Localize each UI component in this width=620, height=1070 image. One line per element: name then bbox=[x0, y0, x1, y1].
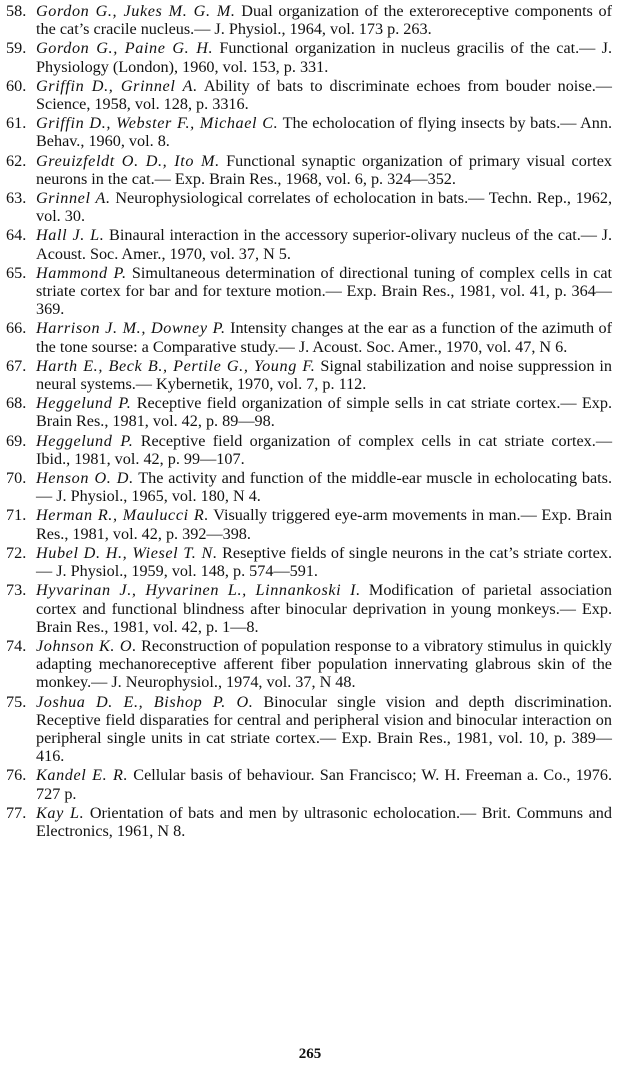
reference-authors: Greuizfeldt O. D., Ito M. bbox=[36, 151, 220, 170]
reference-body bbox=[36, 469, 612, 505]
reference-item bbox=[6, 637, 612, 692]
reference-text: Ability of bats to discriminate echoes from bouder noise.— Science, 1958, vol. 128, p. 3316. bbox=[36, 76, 612, 114]
reference-item bbox=[6, 432, 612, 468]
reference-text: Modification of parietal association cortex and functional blindness after binocular deprivation in young monkeys.— Exp. Brain Res., 1981, vol. 42, p. 1—8. bbox=[36, 581, 612, 636]
reference-item bbox=[6, 189, 612, 225]
reference-authors: Grinnel A. bbox=[36, 189, 111, 208]
reference-authors: Joshua D. E., Bishop P. O. bbox=[36, 692, 254, 711]
reference-number: 60. bbox=[6, 76, 27, 95]
reference-authors: Hammond P. bbox=[36, 263, 127, 282]
reference-item bbox=[6, 39, 612, 75]
reference-item bbox=[6, 226, 612, 262]
reference-authors: Hyvarinan J., Hyvarinen L., Linnankoski I. bbox=[36, 581, 361, 600]
reference-body bbox=[36, 432, 612, 468]
reference-item bbox=[6, 394, 612, 430]
reference-body bbox=[36, 264, 612, 319]
reference-item bbox=[6, 357, 612, 393]
reference-number: 61. bbox=[6, 114, 27, 133]
reference-number: 77. bbox=[6, 803, 27, 822]
reference-number: 63. bbox=[6, 189, 27, 208]
reference-authors: Heggelund P. bbox=[36, 431, 134, 450]
reference-authors: Hubel D. H., Wiesel T. N. bbox=[36, 543, 218, 562]
reference-item bbox=[6, 693, 612, 766]
reference-number: 69. bbox=[6, 431, 27, 450]
reference-body bbox=[36, 319, 612, 355]
reference-authors: Gordon G., Paine G. H. bbox=[36, 39, 214, 58]
reference-text: Dual organization of the exteroreceptive components of the cat’s cracile nucleus.— J. Physiol., 1964, vol. 173 p. 263. bbox=[36, 2, 613, 39]
reference-item bbox=[6, 114, 612, 150]
page-number: 265 bbox=[298, 1046, 322, 1062]
reference-number: 65. bbox=[6, 263, 27, 282]
reference-body bbox=[36, 39, 612, 75]
reference-body bbox=[36, 506, 612, 542]
reference-text: The echolocation of flying insects by bats.— Ann. Behav., 1960, vol. 8. bbox=[36, 114, 613, 151]
reference-number: 62. bbox=[6, 151, 27, 170]
reference-item bbox=[6, 152, 612, 188]
reference-number: 76. bbox=[6, 766, 27, 785]
reference-body bbox=[36, 2, 612, 38]
reference-item bbox=[6, 319, 612, 355]
reference-item bbox=[6, 2, 612, 38]
reference-text: Binaural interaction in the accessory superior-olivary nucleus of the cat.— J. Acoust. Soc. Amer., 1970, vol. 37, N 5. bbox=[36, 226, 613, 263]
reference-number: 67. bbox=[6, 356, 27, 375]
reference-authors: Griffin D., Webster F., Michael C. bbox=[36, 114, 279, 133]
reference-number: 70. bbox=[6, 469, 27, 488]
reference-text: Orientation of bats and men by ultrasonic echolocation.— Brit. Communs and Electronics, 1961, N 8. bbox=[36, 803, 612, 840]
reference-authors: Herman R., Maulucci R. bbox=[36, 506, 209, 525]
reference-text: Signal stabilization and noise suppression in neural systems.— Kybernetik, 1970, vol. 7, p. 112. bbox=[36, 356, 612, 394]
reference-authors: Kay L. bbox=[36, 803, 85, 822]
reference-number: 73. bbox=[6, 581, 27, 600]
reference-number: 74. bbox=[6, 636, 27, 655]
reference-item bbox=[6, 506, 612, 542]
reference-number: 58. bbox=[6, 2, 27, 20]
reference-text: Binocular single vision and depth discrimination. Receptive field disparaties for central and peripheral vision and binocular interaction on peripheral single units in cat striate cortex.— Exp. Brain Res., 1981, vol. 10, p. 389—416. bbox=[36, 692, 612, 766]
reference-text: Reseptive fields of single neurons in the cat’s striate cortex.— J. Physiol., 1959, vol. 148, p. 574—591. bbox=[36, 543, 612, 581]
reference-text: Reconstruction of population response to a vibratory stimulus in quickly adapting mechanoreceptive afferent fiber population innervating glabrous skin of the monkey.— J. Neurophysiol., 1974, vol. 37, N 48. bbox=[36, 636, 612, 692]
reference-item bbox=[6, 581, 612, 636]
reference-text: Functional organization in nucleus gracilis of the cat.— J. Physiology (London), 1960, vol. 153, p. 331. bbox=[36, 39, 612, 76]
reference-body bbox=[36, 544, 612, 580]
reference-item bbox=[6, 264, 612, 319]
reference-item bbox=[6, 544, 612, 580]
reference-body bbox=[36, 581, 612, 636]
reference-list bbox=[6, 2, 612, 841]
reference-text: Receptive field organization of simple sells in cat striate cortex.— Exp. Brain Res., 1981, vol. 42, p. 89—98. bbox=[36, 394, 613, 431]
reference-number: 59. bbox=[6, 39, 27, 58]
reference-body bbox=[36, 357, 612, 393]
reference-authors: Harth E., Beck B., Pertile G., Young F. bbox=[36, 356, 316, 375]
reference-body bbox=[36, 152, 612, 188]
reference-authors: Gordon G., Jukes M. G. M. bbox=[36, 2, 236, 20]
reference-body bbox=[36, 114, 612, 150]
reference-number: 72. bbox=[6, 543, 27, 562]
reference-authors: Heggelund P. bbox=[36, 394, 132, 413]
reference-text: Intensity changes at the ear as a function of the azimuth of the tone sourse: a Comparative study.— J. Acoust. Soc. Amer., 1970, vol. 47, N 6. bbox=[36, 319, 612, 356]
reference-text: The activity and function of the middle-ear muscle in echolocating bats.— J. Physiol., 1965, vol. 180, N 4. bbox=[36, 469, 612, 506]
reference-number: 75. bbox=[6, 692, 27, 711]
reference-body bbox=[36, 394, 612, 430]
reference-text: Neurophysiological correlates of echolocation in bats.— Techn. Rep., 1962, vol. 30. bbox=[36, 189, 613, 226]
reference-item bbox=[6, 469, 612, 505]
reference-number: 68. bbox=[6, 394, 27, 413]
reference-authors: Harrison J. M., Downey P. bbox=[36, 319, 226, 338]
reference-body bbox=[36, 77, 612, 113]
reference-body bbox=[36, 766, 612, 802]
reference-text: Functional synaptic organization of primary visual cortex neurons in the cat.— Exp. Brain Res., 1968, vol. 6, p. 324—352. bbox=[36, 151, 612, 188]
reference-item bbox=[6, 804, 612, 840]
reference-body bbox=[36, 804, 612, 840]
reference-number: 66. bbox=[6, 319, 27, 338]
reference-authors: Hall J. L. bbox=[36, 226, 105, 245]
reference-authors: Griffin D., Grinnel A. bbox=[36, 76, 198, 95]
reference-text: Cellular basis of behaviour. San Francisco; W. H. Freeman a. Co., 1976. 727 p. bbox=[36, 766, 612, 803]
reference-body bbox=[36, 693, 612, 766]
reference-text: Visually triggered eye-arm movements in man.— Exp. Brain Res., 1981, vol. 42, p. 392—398. bbox=[36, 506, 612, 543]
reference-body bbox=[36, 189, 612, 225]
reference-authors: Henson O. D. bbox=[36, 469, 134, 488]
reference-authors: Johnson K. O. bbox=[36, 636, 137, 655]
reference-authors: Kandel E. R. bbox=[36, 766, 129, 785]
reference-item bbox=[6, 77, 612, 113]
reference-item bbox=[6, 766, 612, 802]
reference-number: 64. bbox=[6, 226, 27, 245]
reference-number: 71. bbox=[6, 506, 27, 525]
reference-body bbox=[36, 226, 612, 262]
reference-text: Receptive field organization of complex cells in cat striate cortex.— Ibid., 1981, vol. 42, p. 99—107. bbox=[36, 431, 613, 468]
reference-text: Simultaneous determination of directional tuning of complex cells in cat striate cortex for bar and for texture motion.— Exp. Brain Res., 1981, vol. 41, p. 364—369. bbox=[36, 263, 612, 319]
reference-body bbox=[36, 637, 612, 692]
